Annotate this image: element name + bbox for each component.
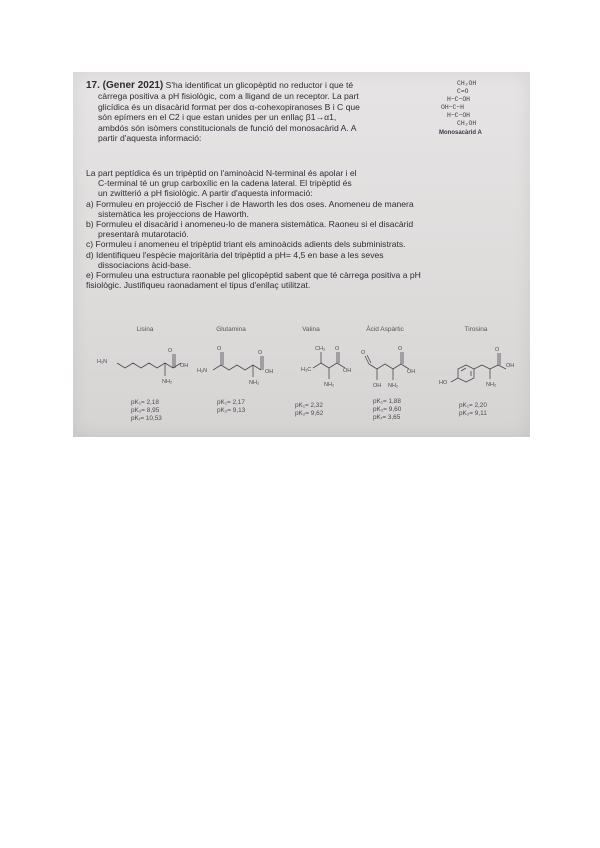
pka-value: pK₂= 8,95 [131, 407, 160, 414]
label-o: O [217, 346, 222, 352]
label-nh2: NH₂ [486, 382, 497, 388]
pka-value: pK₂= 9,13 [217, 407, 246, 414]
pka-value: pK₁= 2,17 [217, 399, 245, 406]
label-oh: OH [407, 369, 416, 375]
pka-value: pK₂= 9,60 [373, 406, 402, 413]
glutamine-structure [213, 352, 263, 377]
label-nh2: NH₂ [249, 380, 260, 386]
label-oh: OH [373, 383, 382, 389]
fischer-row: CH₂OH [457, 80, 477, 87]
intro-line: són epímers en el C2 i que estan unides per un enllaç β1→α1, [98, 112, 337, 123]
lysine-structure [117, 354, 181, 376]
question-line: presentarà mutarotació. [98, 229, 189, 240]
intro-line: glicídica és un disacàrid format per dos α-cohexopiranoses B i C que [98, 101, 360, 112]
aa-name-valina: Valina [302, 326, 320, 333]
intro-line: partir d'aquesta informació: [98, 133, 202, 144]
label-nh2: NH₂ [162, 379, 173, 385]
question-line: sistemàtica les projeccions de Haworth. [98, 208, 249, 219]
label-o: O [361, 350, 366, 356]
label-oh: OH [180, 363, 189, 369]
label-nh2: NH₂ [324, 382, 335, 388]
problem-number: 17. (Gener 2021) [86, 80, 164, 91]
question-line: La part peptídica és un tripèptid on l'aminoàcid N-terminal és apolar i el [86, 168, 357, 178]
question-c: c) Formuleu i anomeneu el tripèptid triant els aminoàcids adients dels subministrats. [86, 239, 406, 250]
tyrosine-structure [451, 353, 506, 382]
problem-intro [86, 80, 426, 143]
intro-line: S'ha identificat un glicopèptid no reductor i que té [165, 80, 354, 90]
label-o: O [335, 346, 340, 352]
pka-aspartic [373, 398, 401, 422]
question-line: un zwitterió a pH fisiològic. A partir d'aquesta informació: [98, 188, 313, 199]
exam-problem-sheet [73, 72, 530, 437]
label-oh: OH [265, 369, 274, 375]
pka-value: pK₁= 2,20 [459, 402, 487, 409]
label-h2n: H₂N [97, 359, 108, 365]
pka-value: pK₁= 2,32 [295, 402, 323, 409]
fischer-row: OH−C−H [441, 104, 465, 111]
intro-line: ambdós són isòmers constitucionals de funció del monosacàrid A. A [98, 122, 357, 133]
label-oh: OH [506, 363, 515, 369]
question-line: C-terminal té un grup carboxílic en la cadena lateral. El tripèptid és [98, 178, 352, 189]
pka-glutamina [217, 399, 245, 415]
fischer-row: H−C−OH [447, 112, 471, 119]
label-nh2: NH₂ [388, 383, 399, 389]
valine-structure [313, 352, 345, 379]
amino-acid-structures [73, 322, 530, 437]
intro-paragraph [86, 80, 426, 143]
fischer-row: C=O [457, 88, 469, 95]
label-h3c: H₃C [301, 367, 312, 373]
pka-value: pK₂= 9,11 [459, 410, 487, 417]
pka-value: pK₁= 2,18 [131, 399, 159, 406]
question-b: b) Formuleu el disacàrid i anomeneu-lo de manera sistemàtica. Raoneu si el disacàrid [86, 219, 414, 230]
pka-valina [295, 402, 323, 418]
peptide-questions [86, 168, 524, 290]
pka-lisina [131, 399, 162, 423]
label-o: O [495, 347, 500, 353]
label-oh: OH [343, 368, 352, 374]
aa-name-lisina: Lisina [136, 326, 154, 333]
pka-value: pKᵣ= 3,65 [373, 414, 401, 421]
label-ch3: CH₃ [315, 346, 326, 352]
aa-name-glutamina: Glutamina [216, 326, 246, 333]
question-a: a) Formuleu en projecció de Fischer i de Haworth les dos oses. Anomeneu de manera [86, 198, 414, 209]
pka-value: pKᵣ= 10,53 [131, 415, 162, 422]
question-e: e) Formuleu una estructura raonable pel glicopèptid sabent que té càrrega positiva a pH [86, 270, 421, 281]
pka-value: pK₁= 1,88 [373, 398, 401, 405]
pka-value: pK₂= 9,62 [295, 410, 324, 417]
label-o: O [168, 348, 173, 354]
aa-name-aspartic: Àcid Aspàrtic [366, 326, 404, 333]
aspartic-structure [365, 352, 409, 380]
pka-tirosina [459, 402, 487, 418]
aa-name-tirosina: Tirosina [464, 326, 488, 333]
label-o: O [398, 346, 403, 352]
question-d: d) Identifiqueu l'espècie majoritària del tripèptid a pH= 4,5 en base a les seves [86, 249, 384, 260]
monosaccharide-caption: Monosacàrid A [439, 130, 482, 136]
fischer-row: H−C−OH [447, 96, 471, 103]
fischer-row: CH₂OH [457, 120, 477, 127]
question-line: fisiològic. Justifiqueu raonadament el tipus d'enllaç utilitzat. [86, 280, 311, 291]
intro-line: càrrega positiva a pH fisiològic, com a lligand de un receptor. La part [98, 91, 359, 102]
question-line: dissociacions àcid-base. [98, 259, 192, 270]
label-h2n: H₂N [197, 368, 208, 374]
label-o: O [258, 350, 263, 356]
label-ho: HO [439, 380, 448, 386]
